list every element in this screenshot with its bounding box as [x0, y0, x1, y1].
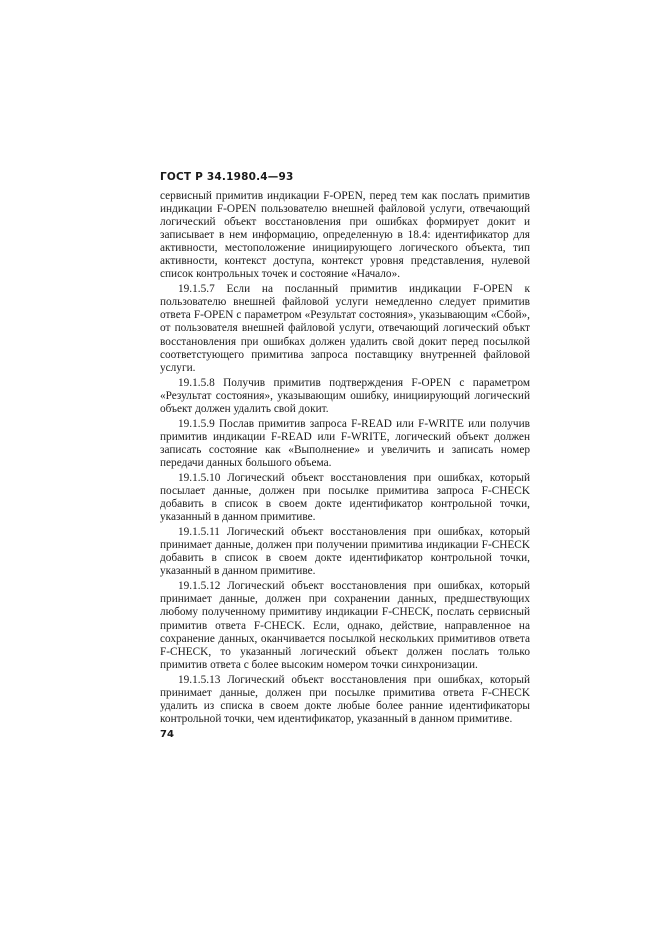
- paragraph-continuation: сервисный примитив индикации F-OPEN, перед тем как послать примитив индикации F-OPEN пользователю внешней файловой услуги, отвечающий логический объект восстановления при ошибках формирует докит и записывает в нем информацию, определенную в 18.4: идентификатор для активности, местоположение инициирующего логического объекта, тип активности, контекст доступа, контекст уровня представления, нулевой список контрольных точек и состояние «Начало».: [160, 190, 530, 281]
- paragraph-19-1-5-9: 19.1.5.9 Послав примитив запроса F-READ или F-WRITE или получив примитив индикации F-READ или F-WRITE, логический объект должен записать состояние как «Выполнение» и увеличить и записать номер передачи данных большого объема.: [160, 417, 530, 469]
- paragraph-19-1-5-7: 19.1.5.7 Если на посланный примитив индикации F-OPEN к пользователю внешней файловой услуги немедленно следует примитив ответа F-OPEN с параметром «Результат состояния», указывающим «Сбой», от пользователя внешней файловой услуги, отвечающий логический объкт восстановления при ошибках должен удалить свой докит перед посылкой соответстующего примитива запроса поставщику внутренней файловой услуги.: [160, 283, 530, 374]
- paragraph-19-1-5-8: 19.1.5.8 Получив примитив подтверждения F-OPEN с параметром «Результат состояния», указывающим ошибку, инициирующий логический объект должен удалить свой докит.: [160, 376, 530, 415]
- paragraph-19-1-5-11: 19.1.5.11 Логический объект восстановления при ошибках, который принимает данные, должен при получении примитива индикации F-CHECK добавить в список в своем докте идентификатор контрольной точки, указанный в данном примитиве.: [160, 526, 530, 578]
- paragraph-19-1-5-12: 19.1.5.12 Логический объект восстановления при ошибках, который принимает данные, должен при сохранении данных, предшествующих любому полученному примитиву индикации F-CHECK, послать сервисный примитив ответа F-CHECK. Если, однако, действие, направленное на сохранение данных, оканчивается посылкой нескольких примитивов ответа F-CHECK, то указанный логический объект должен послать только примитив ответа с более высоким номером точки синхронизации.: [160, 580, 530, 671]
- page-number: 74: [160, 729, 174, 740]
- body-text: [160, 190, 530, 728]
- standard-header: ГОСТ Р 34.1980.4—93: [160, 171, 294, 183]
- paragraph-19-1-5-10: 19.1.5.10 Логический объект восстановления при ошибках, который посылает данные, должен при посылке примитива запроса F-CHECK добавить в список в своем докте идентификатор контрольной точки, указанный в данном примитиве.: [160, 471, 530, 524]
- paragraph-19-1-5-13: 19.1.5.13 Логический объект восстановления при ошибках, который принимает данные, должен при посылке примитива ответа F-CHECK удалить из списка в своем докте любые более ранние идентификаторы контрольной точки, чем идентификатор, указанный в данном примитиве.: [160, 673, 530, 725]
